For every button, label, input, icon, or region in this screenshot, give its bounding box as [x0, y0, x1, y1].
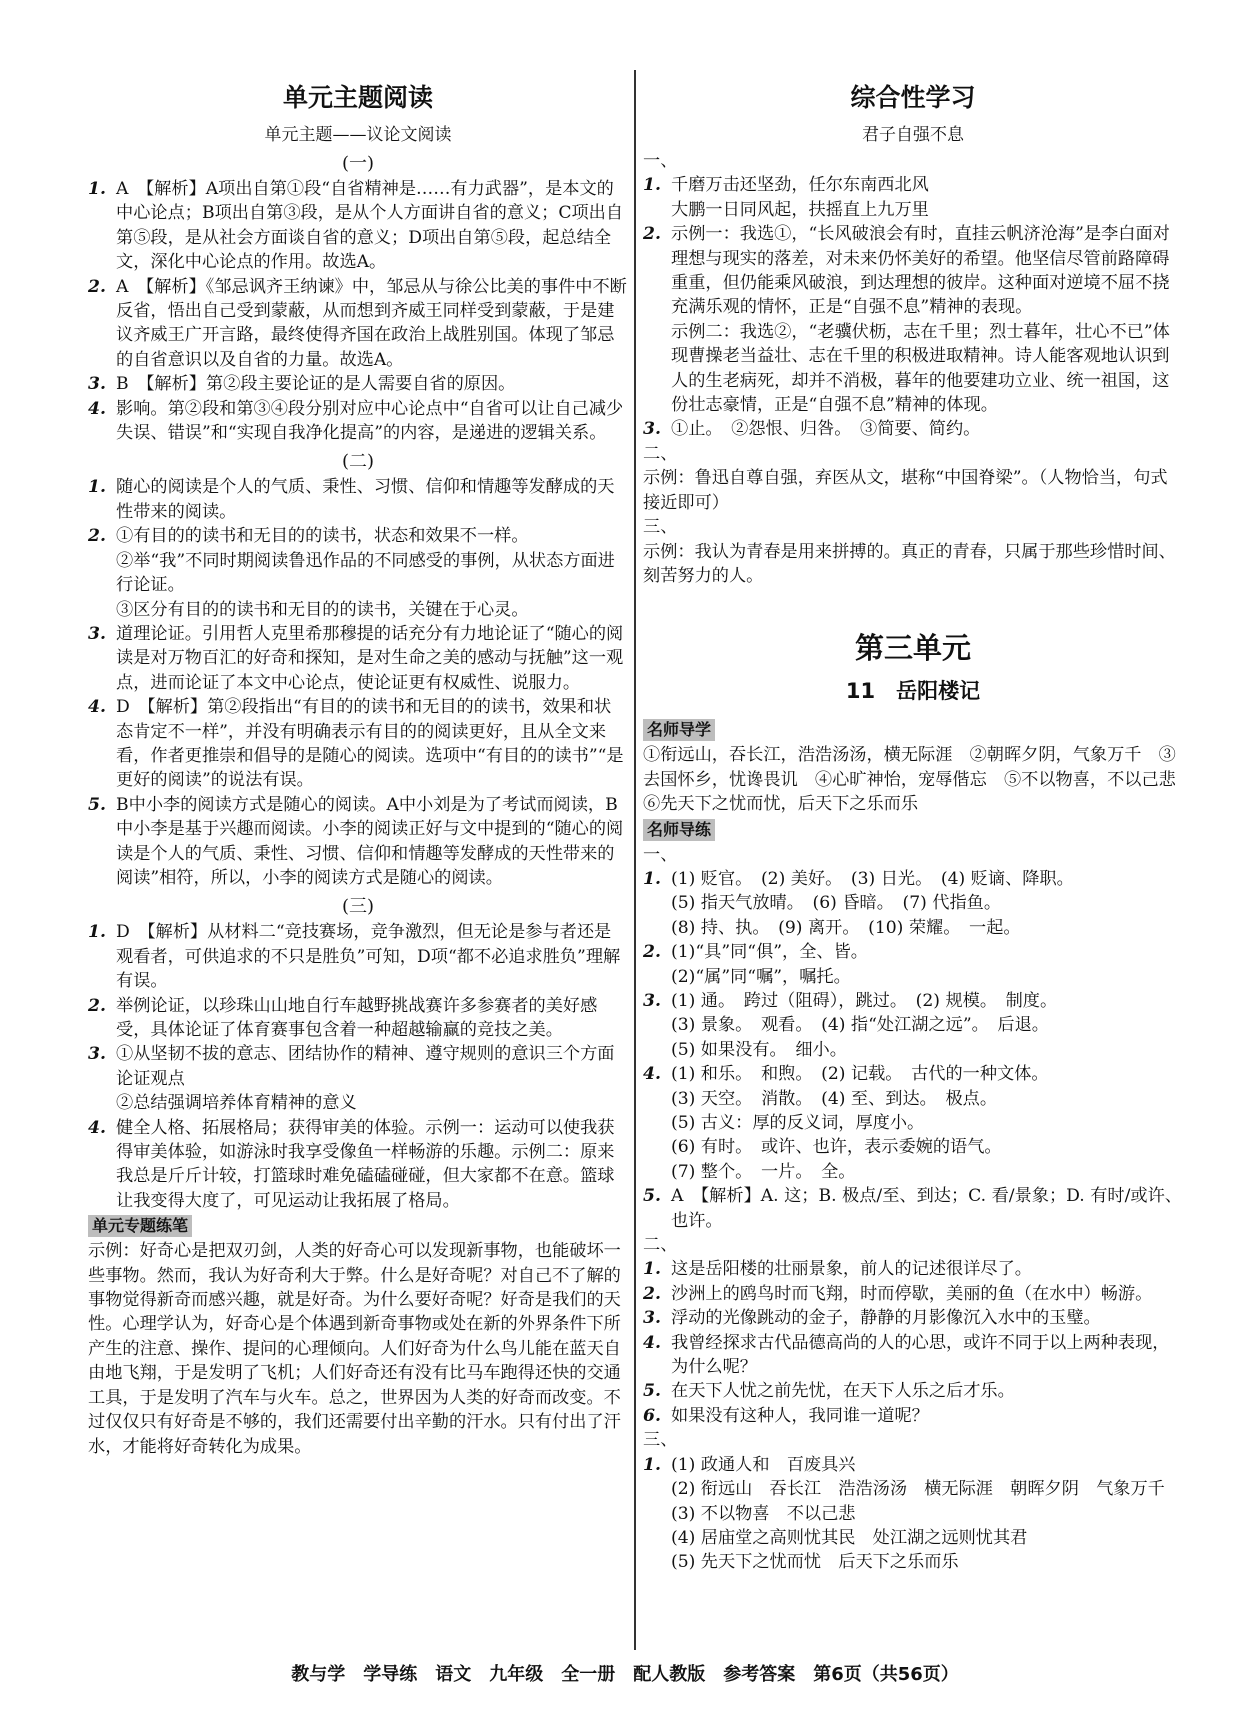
answer-list: [643, 867, 1183, 1233]
answer-text: 示例：鲁迅自尊自强，弃医从文，堪称“中国脊梁”。（人物恰当，句式接近即可）: [643, 468, 1168, 513]
item-text: (1) 政通人和 百废具兴: [671, 1454, 856, 1475]
guide-label: 名师导学: [643, 719, 715, 741]
item-number: 2.: [643, 942, 661, 963]
answer-item: [643, 1087, 1183, 1111]
answer-item: [643, 1306, 1183, 1330]
item-number: [643, 1502, 671, 1526]
answer-item: [643, 1282, 1183, 1306]
item-number: 4.: [643, 1064, 661, 1085]
page-footer: 教与学 学导练 语文 九年级 全一册 配人教版 参考答案 第6页（共56页）: [291, 1664, 959, 1685]
answer-item: [643, 417, 1183, 441]
item-text: D 【解析】从材料二“竞技赛场，竞争激烈，但无论是参与者还是观看者，可供追求的不只是胜负”可知，D项“都不必追求胜负”理解有误。: [116, 922, 621, 992]
answer-item: [643, 1379, 1183, 1403]
answer-item: [88, 1116, 628, 1214]
answer-item: [643, 1550, 1183, 1574]
guide-text: ①衔远山，吞长江，浩浩汤汤，横无际涯 ②朝晖夕阴，气象万千 ③去国怀乡，忧谗畏讥 ④心旷神怡，宠辱偕忘 ⑤不以物喜，不以己悲 ⑥先天下之忧而忧，后天下之乐而乐: [643, 745, 1194, 815]
answer-item: [643, 1160, 1183, 1184]
item-number: 2.: [643, 1283, 661, 1304]
item-number: 2.: [88, 995, 106, 1016]
answer-item: [643, 1257, 1183, 1281]
part-label: (一): [341, 153, 375, 174]
column-divider: [634, 70, 636, 1650]
item-number: 1.: [643, 1454, 661, 1475]
item-number: 3.: [643, 1308, 661, 1329]
answer-item: [88, 793, 628, 891]
item-text: 健全人格、拓展格局；获得审美的体验。示例一：运动可以使我获得审美体验，如游泳时我享受像鱼一样畅游的乐趣。示例二：原来我总是斤斤计较，打篮球时难免磕磕碰碰，但大家都不在意。篮球让我变得大度了，可见运动让我拓展了格局。: [116, 1117, 615, 1211]
item-number: [643, 965, 671, 989]
item-text: B 【解析】第②段主要论证的是人需要自省的原因。: [116, 374, 516, 395]
item-number: 5.: [643, 1381, 661, 1402]
answer-item: [643, 1013, 1183, 1037]
answer-item: [643, 867, 1183, 891]
answer-item: [643, 891, 1183, 915]
answer-list: [88, 177, 628, 445]
drill-label: 名师导练: [643, 819, 715, 841]
item-number: [643, 198, 671, 222]
section-title: 单元主题阅读: [282, 83, 433, 112]
answer-item: [643, 1331, 1183, 1380]
item-text: 大鹏一日同风起，扶摇直上九万里: [671, 199, 929, 220]
item-number: [643, 1160, 671, 1184]
item-number: 3.: [88, 374, 106, 395]
answer-item: [643, 1477, 1183, 1501]
item-text: 千磨万击还坚劲，任尔东南西北风: [671, 175, 929, 196]
item-number: 1.: [88, 922, 106, 943]
answer-item: [643, 1526, 1183, 1550]
item-text: (5) 古义：厚的反义词，厚度小。: [671, 1113, 925, 1133]
item-number: [643, 320, 671, 418]
part-label: 三、: [643, 517, 678, 538]
item-text: 在天下人忧之前先忧，在天下人乐之后才乐。: [671, 1381, 1015, 1402]
item-number: [643, 1550, 671, 1574]
answer-list: [643, 1257, 1183, 1428]
item-number: 6.: [643, 1405, 661, 1426]
item-text: D 【解析】第②段指出“有目的的读书和无目的的读书，效果和状态肯定不一样”，并没有明确表示有目的的阅读更好，且从全文来看，作者更推崇和倡导的是随心的阅读。选项中“有目的的读书”“是更好的阅读”的说法有误。: [116, 697, 624, 791]
item-text: (2) 衔远山 吞长江 浩浩汤汤 横无际涯 朝晖夕阴 气象万千: [671, 1479, 1165, 1500]
item-number: [643, 1526, 671, 1550]
item-text: ①有目的的读书和无目的的读书，状态和效果不一样。: [116, 526, 529, 547]
answer-item: [643, 320, 1183, 418]
item-text: (4) 居庙堂之高则忧其民 处江湖之远则忧其君: [671, 1527, 1028, 1548]
item-number: 1.: [88, 179, 106, 199]
part-label: 一、: [643, 151, 678, 171]
answer-item: [643, 1135, 1183, 1159]
item-text: 沙洲上的鸥鸟时而飞翔，时而停歇，美丽的鱼（在水中）畅游。: [671, 1283, 1153, 1304]
answer-text: 示例：我认为青春是用来拼搏的。真正的青春，只属于那些珍惜时间、刻苦努力的人。: [643, 541, 1176, 586]
item-number: [643, 1087, 671, 1111]
item-number: [88, 1091, 116, 1115]
item-number: 2.: [643, 224, 661, 245]
item-text: 道理论证。引用哲人克里希那穆提的话充分有力地论证了“随心的阅读是对万物百汇的好奇和探知，是对生命之美的感动与抚触”这一观点，进而论证了本文中心论点，使论证更有权威性、说服力。: [116, 623, 624, 693]
lesson-title: 11 岳阳楼记: [845, 679, 981, 704]
section-title: 综合性学习: [850, 83, 976, 112]
answer-item: [88, 475, 628, 524]
answer-item: [88, 994, 628, 1043]
answer-item: [88, 1042, 628, 1091]
item-text: (1) 通。 跨过（阻碍），跳过。 (2) 规模。 制度。: [671, 990, 1058, 1011]
item-text: ①止。 ②怨恨、归咎。 ③简要、简约。: [671, 419, 981, 440]
item-number: 1.: [88, 477, 106, 498]
item-text: (5) 如果没有。 细小。: [671, 1039, 847, 1060]
item-text: 浮动的光像跳动的金子，静静的月影像沉入水中的玉璧。: [671, 1308, 1101, 1329]
item-text: 示例一：我选①，“长风破浪会有时，直挂云帆济沧海”是李白面对理想与现实的落差，对未来仍怀美好的希望。他坚信尽管前路障碍重重，但仍能乘风破浪，到达理想的彼岸。这种面对逆境不屈不挠充满乐观的情怀，正是“自强不息”精神的表现。: [671, 224, 1170, 318]
answer-item: [643, 198, 1183, 222]
item-text: ③区分有目的的读书和无目的的读书，关键在于心灵。: [116, 599, 529, 620]
item-text: ②总结强调培养体育精神的意义: [116, 1093, 357, 1114]
item-text: (1) 贬官。 (2) 美好。 (3) 日光。 (4) 贬谪、降职。: [671, 868, 1074, 889]
answer-item: [643, 1453, 1183, 1477]
item-number: 5.: [88, 794, 106, 815]
item-text: 示例二：我选②，“老骥伏枥，志在千里；烈士暮年，壮心不已”体现曹操老当益壮、志在千里的积极进取精神。诗人能客观地认识到人的生老病死，却并不消极，暮年的他要建功立业、统一祖国，这份壮志豪情，正是“自强不息”精神的体现。: [671, 321, 1170, 416]
item-number: 1.: [643, 175, 661, 196]
item-text: (6) 有时。 或许、也许，表示委婉的语气。: [671, 1137, 1002, 1158]
item-text: (3) 天空。 消散。 (4) 至、到达。 极点。: [671, 1088, 998, 1109]
practice-text: 示例：好奇心是把双刃剑，人类的好奇心可以发现新事物，也能破坏一些事物。然而，我认为好奇利大于弊。什么是好奇呢？对自己不了解的事物觉得新奇而感兴趣，就是好奇。为什么要好奇呢？好奇是我们的天性。心理学认为，好奇心是个体遇到新奇事物或处在新的外界条件下所产生的注意、操作、提问的心理倾向。人们好奇为什么鸟儿能在蓝天自由地飞翔，于是发明了飞机；人们好奇还有没有比马车跑得还快的交通工具，于是发明了汽车与火车。总之，世界因为人类的好奇而改变。不过仅仅只有好奇是不够的，我们还需要付出辛勤的汗水。只有付出了汗水，才能将好奇转化为成果。: [88, 1241, 621, 1457]
answer-item: [88, 275, 628, 373]
practice-label: 单元专题练笔: [88, 1215, 192, 1237]
answer-item: [643, 1038, 1183, 1062]
item-number: 4.: [88, 398, 106, 419]
answer-item: [643, 1502, 1183, 1526]
answer-item: [643, 916, 1183, 940]
item-text: (1)“具”同“俱”，全、皆。: [671, 942, 868, 963]
part-label: (三): [341, 896, 375, 918]
answer-item: [88, 695, 628, 793]
item-text: (8) 持、执。 (9) 离开。 (10) 荣耀。 一起。: [671, 917, 1021, 938]
item-number: [88, 549, 116, 598]
item-text: 举例论证，以珍珠山山地自行车越野挑战赛许多参赛者的美好感受，具体论证了体育赛事包含着一种超越输赢的竞技之美。: [116, 995, 598, 1040]
item-number: 3.: [88, 623, 106, 644]
item-number: [643, 916, 671, 940]
item-number: [643, 1038, 671, 1062]
left-column: [88, 60, 628, 1459]
answer-item: [88, 920, 628, 993]
answer-item: [643, 173, 1183, 197]
answer-item: [88, 598, 628, 622]
item-number: 2.: [88, 526, 106, 547]
item-number: [643, 1135, 671, 1159]
answer-list: [88, 920, 628, 1213]
answer-list: [643, 173, 1183, 441]
item-text: 这是岳阳楼的壮丽景象，前人的记述很详尽了。: [671, 1259, 1032, 1280]
answer-item: [643, 965, 1183, 989]
item-text: B中小李的阅读方式是随心的阅读。A中小刘是为了考试而阅读，B中小李是基于兴趣而阅读。小李的阅读正好与文中提到的“随心的阅读是个人的气质、秉性、习惯、信仰和情趣等发酵成的天性带来的阅读”相符，所以，小李的阅读方式是随心的阅读。: [116, 794, 624, 888]
part-label: (二): [341, 451, 375, 473]
section-subtitle: 君子自强不息: [862, 125, 964, 145]
item-number: 2.: [88, 276, 106, 297]
right-column: [643, 60, 1194, 1575]
item-text: (1) 和乐。 和煦。 (2) 记载。 古代的一种文体。: [671, 1064, 1049, 1085]
item-number: 1.: [643, 1259, 661, 1280]
item-text: A 【解析】A项出自第①段“自省精神是……有力武器”，是本文的中心论点；B项出自第③段，是从个人方面讲自省的意义；C项出自第⑤段，是从社会方面谈自省的意义；D项出自第⑤段，起总结全文，深化中心论点的作用。故选A。: [116, 179, 624, 273]
answer-item: [88, 372, 628, 396]
answer-item: [643, 1184, 1183, 1233]
item-text: (2)“属”同“嘱”，嘱托。: [671, 966, 851, 987]
item-text: (7) 整个。 一片。 全。: [671, 1161, 856, 1182]
item-number: [88, 598, 116, 622]
item-number: [643, 891, 671, 915]
answer-item: [643, 1404, 1183, 1428]
item-number: 3.: [643, 990, 661, 1011]
item-number: [643, 1477, 671, 1501]
item-text: (5) 先天下之忧而忧 后天下之乐而乐: [671, 1552, 959, 1573]
part-label: 二、: [643, 1235, 678, 1256]
item-text: (3) 不以物喜 不以己悲: [671, 1503, 856, 1524]
item-text: ②举“我”不同时期阅读鲁迅作品的不同感受的事例，从状态方面进行论证。: [116, 550, 615, 596]
answer-list: [88, 475, 628, 890]
item-number: 4.: [643, 1332, 661, 1353]
answer-list: [643, 1453, 1183, 1575]
item-number: [643, 1111, 671, 1135]
item-text: (3) 景象。 观看。 (4) 指“处江湖之远”。 后退。: [671, 1015, 1049, 1036]
item-number: 4.: [88, 697, 106, 718]
item-number: 5.: [643, 1186, 661, 1207]
item-text: 如果没有这种人，我同谁一道呢？: [671, 1405, 929, 1426]
answer-item: [88, 397, 628, 446]
answer-item: [88, 1091, 628, 1115]
item-number: 4.: [88, 1117, 106, 1138]
item-text: (5) 指天气放晴。 (6) 昏暗。 (7) 代指鱼。: [671, 893, 1002, 914]
answer-item: [643, 1111, 1183, 1135]
answer-item: [88, 524, 628, 548]
answer-item: [643, 1062, 1183, 1086]
part-label: 三、: [643, 1430, 678, 1451]
item-text: 随心的阅读是个人的气质、秉性、习惯、信仰和情趣等发酵成的天性带来的阅读。: [116, 477, 615, 522]
answer-item: [643, 989, 1183, 1013]
item-text: ①从坚韧不拔的意志、团结协作的精神、遵守规则的意识三个方面论证观点: [116, 1044, 615, 1089]
part-label: 二、: [643, 443, 678, 464]
section-subtitle: 单元主题——议论文阅读: [264, 125, 452, 145]
answer-item: [88, 177, 628, 275]
item-text: 我曾经探求古代品德高尚的人的心思，或许不同于以上两种表现，为什么呢？: [671, 1332, 1170, 1378]
item-text: A 【解析】《邹忌讽齐王纳谏》中，邹忌从与徐公比美的事件中不断反省，悟出自己受到蒙蔽，从而想到齐威王同样受到蒙蔽，于是建议齐威王广开言路，最终使得齐国在政治上战胜别国。体现了邹忌的自省意识以及自省的力量。故选A。: [116, 276, 627, 370]
item-number: 3.: [643, 419, 661, 440]
item-number: 1.: [643, 868, 661, 889]
unit-title: 第三单元: [854, 631, 971, 666]
item-number: 3.: [88, 1044, 106, 1065]
part-label: 一、: [643, 844, 678, 865]
answer-item: [643, 222, 1183, 320]
answer-item: [643, 940, 1183, 964]
item-number: [643, 1013, 671, 1037]
item-text: A 【解析】A. 这；B. 极点/至、到达；C. 看/景象；D. 有时/或许、也许。: [671, 1186, 1182, 1231]
answer-item: [88, 549, 628, 598]
item-text: 影响。第②段和第③④段分别对应中心论点中“自省可以让自己减少失误、错误”和“实现自我净化提高”的内容，是递进的逻辑关系。: [116, 398, 624, 444]
answer-item: [88, 622, 628, 695]
